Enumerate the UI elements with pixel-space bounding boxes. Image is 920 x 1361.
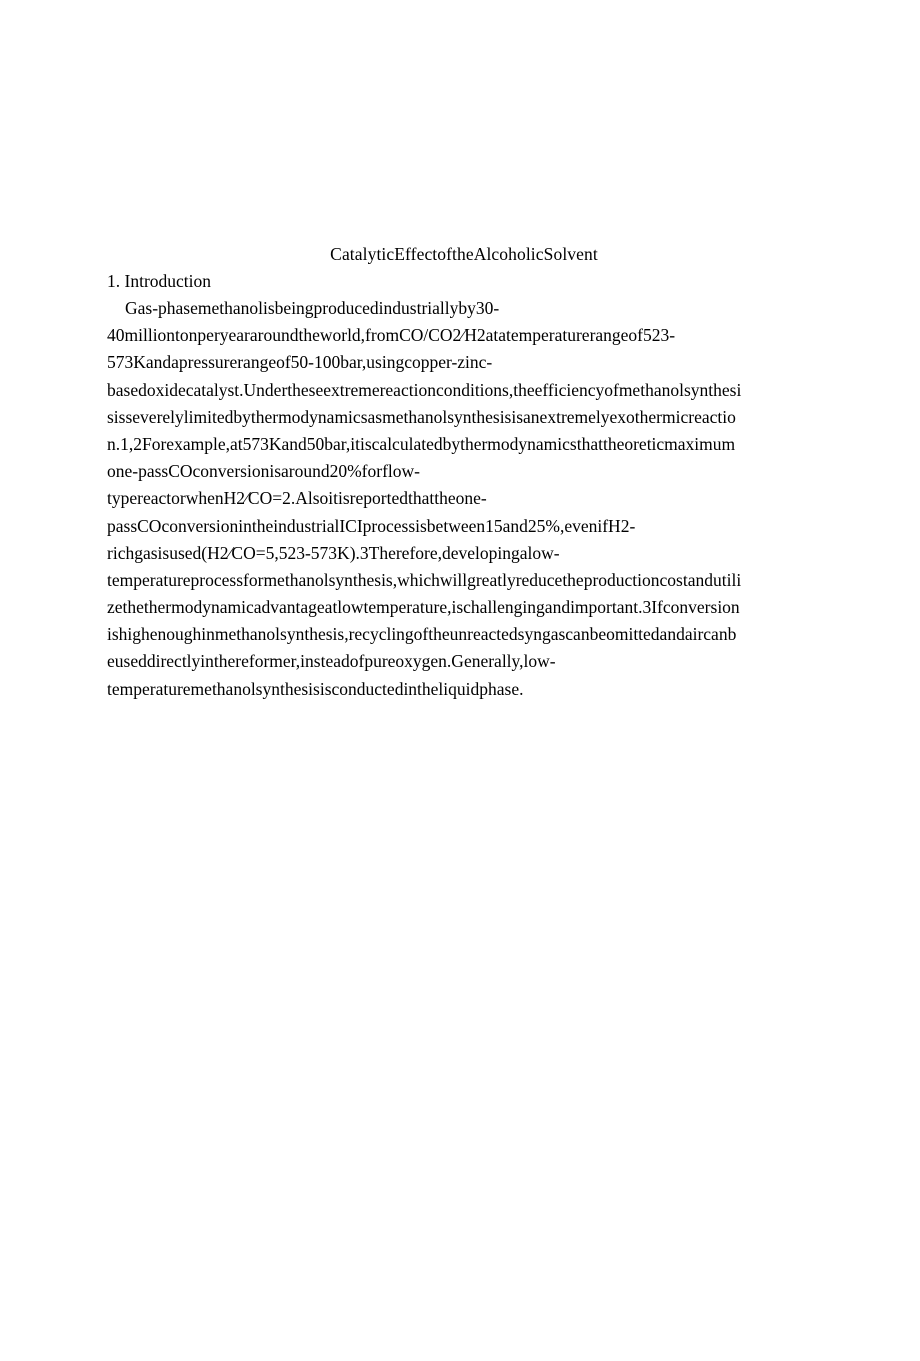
paragraph-line: basedoxidecatalyst.Undertheseextremereactionconditions,theefficiencyofmethanolsynthesi [107,379,742,400]
paragraph-line: ishighenoughinmethanolsynthesis,recyclingoftheunreactedsyngascanbeomittedandaircanb [107,624,737,645]
paragraph [107,297,827,705]
paragraph-line: Gas-phasemethanolisbeingproducedindustriallyby30- [125,298,500,318]
paragraph-line: temperatureprocessformethanolsynthesis,whichwillgreatlyreducetheproductioncostandutili [107,569,742,590]
section-heading: 1. Introduction [107,271,212,291]
paragraph-line: n.1,2Forexample,at573Kand50bar,itiscalculatedbythermodynamicsthattheoreticmaximum [107,433,736,454]
paragraph-line: sisseverelylimitedbythermodynamicsasmethanolsynthesisisanextremelyexothermicreactio [107,406,736,427]
paragraph-line: euseddirectlyinthereformer,insteadofpureoxygen.Generally,low- [107,651,556,672]
paragraph-line: 573Kandapressurerangeof50-100bar,usingcopper-zinc- [107,352,493,373]
paragraph-line: passCOconversionintheindustrialICIprocessisbetween15and25%,evenifH2- [107,515,636,536]
paragraph-line: one-passCOconversionisaround20%forflow- [107,461,420,482]
document-title: CatalyticEffectoftheAlcoholicSolvent [330,244,598,264]
paragraph-line: 40milliontonperyeararoundtheworld,fromCO/CO2⁄H2atatemperaturerangeof523- [107,325,676,346]
paragraph-line: zethethermodynamicadvantageatlowtemperature,ischallengingandimportant.3Ifconversion [107,597,740,618]
paragraph-line: temperaturemethanolsynthesisisconductedintheliquidphase. [107,678,524,699]
paragraph-line: richgasisused(H2⁄CO=5,523-573K).3Therefore,developingalow- [107,542,560,563]
paragraph-line: typereactorwhenH2⁄CO=2.Alsoitisreportedthattheone- [107,488,487,509]
